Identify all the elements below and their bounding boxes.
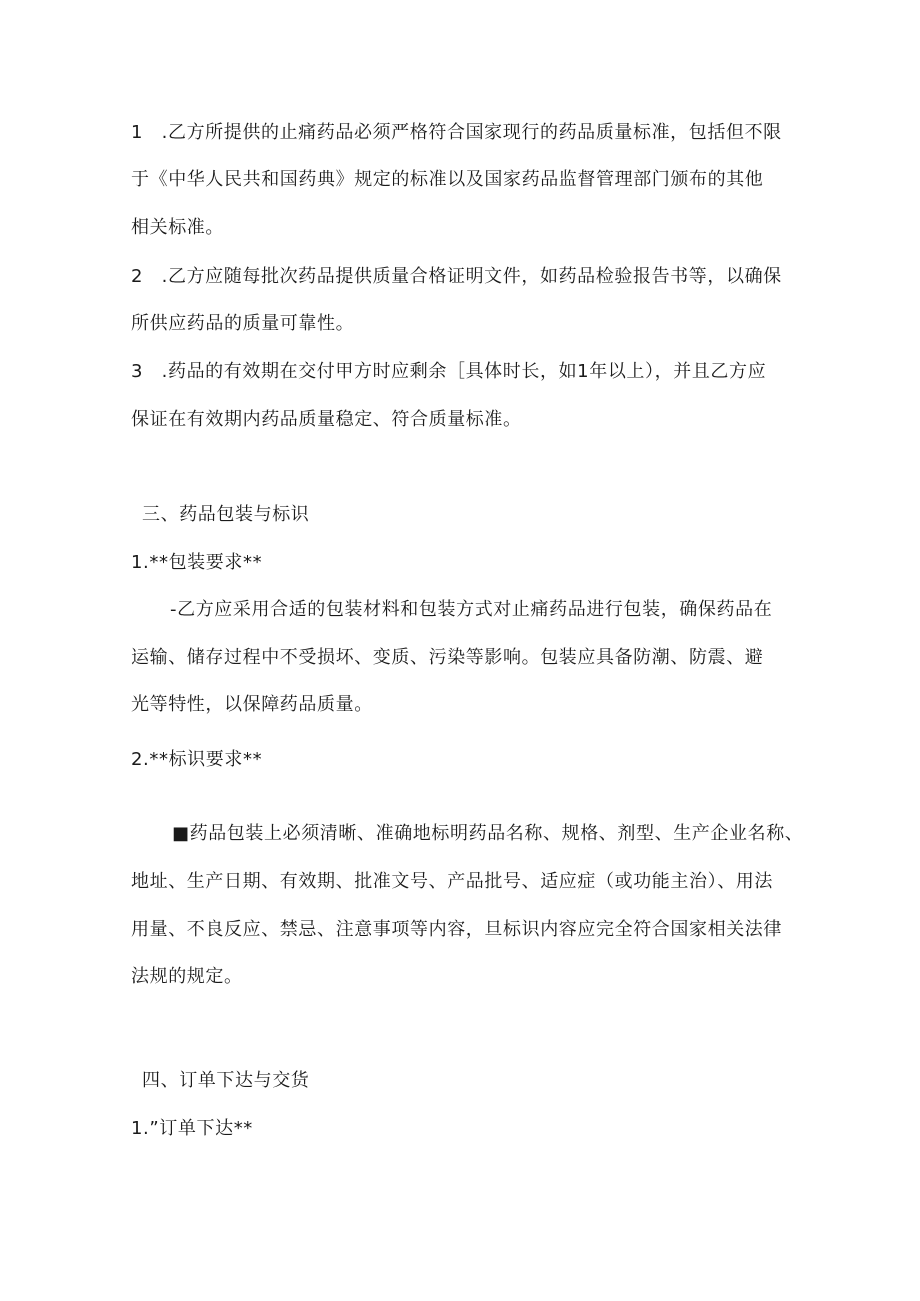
packaging-requirement-line-1: -乙方应采用合适的包装材料和包装方式对止痛药品进行包装，确保药品在 [170,599,773,620]
quality-item-3-line-2: 保证在有效期内药品质量稳定、符合质量标准。 [131,409,522,430]
labeling-requirement-line-1: ■药品包装上必须清晰、准确地标明药品名称、规格、剂型、生产企业名称、 [172,823,804,844]
labeling-requirement-line-3: 用量、不良反应、禁忌、注意事项等内容，旦标识内容应完全符合国家相关法律 [131,919,782,940]
quality-item-1-line-3: 相关标准。 [131,217,224,238]
labeling-requirement-line-2: 地址、生产日期、有效期、批准文号、产品批号、适应症（或功能主治）、用法 [131,871,773,892]
quality-item-1-line-2: 于《中华人民共和国药典》规定的标准以及国家药品监督管理部门颁布的其他 [131,169,764,190]
labeling-requirement-line-4: 法规的规定。 [131,966,243,987]
packaging-requirement-line-3: 光等特性，以保障药品质量。 [131,694,373,715]
quality-item-3-line-1: 3 .药品的有效期在交付甲方时应剩余［具体时长，如1年以上），并且乙方应 [131,361,767,382]
quality-item-1-line-1: 1 .乙方所提供的止痛药品必须严格符合国家现行的药品质量标准，包括但不限 [131,122,782,143]
order-placement-heading: 1.”订单下达** [131,1118,253,1139]
quality-item-2-line-1: 2 .乙方应随每批次药品提供质量合格证明文件，如药品检验报告书等，以确保 [131,266,782,287]
quality-item-2-line-2: 所供应药品的质量可靠性。 [131,313,355,334]
section-heading-packaging: 三、药品包装与标识 [142,504,310,525]
packaging-requirement-line-2: 运输、储存过程中不受损坏、变质、污染等影响。包装应具备防潮、防震、避 [131,647,764,668]
labeling-requirement-heading: 2.**标识要求** [131,749,263,770]
packaging-requirement-heading: 1.**包装要求** [131,552,263,573]
section-heading-orders: 四、订单下达与交货 [142,1070,310,1091]
